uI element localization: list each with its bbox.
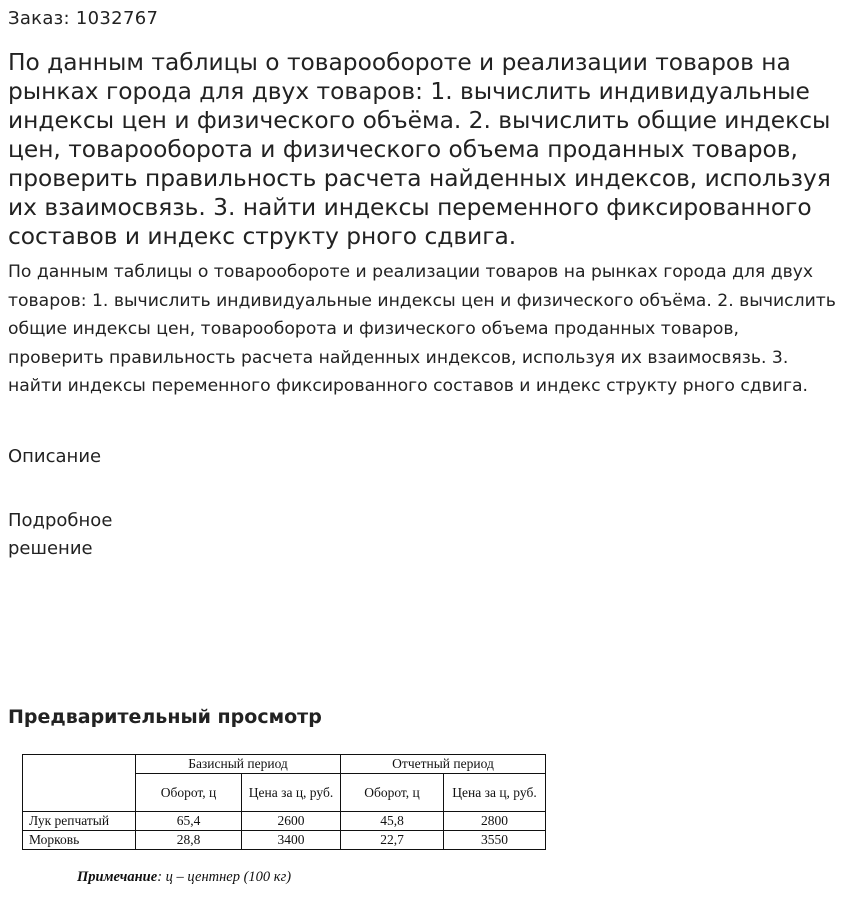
base-price-cell: 2600 xyxy=(242,812,341,831)
report-turnover-header: Оборот, ц xyxy=(341,774,444,812)
product-name-cell: Морковь xyxy=(23,831,136,850)
report-turnover-cell: 45,8 xyxy=(341,812,444,831)
table-note xyxy=(77,869,291,886)
period-report-header: Отчетный период xyxy=(341,755,546,774)
task-title: По данным таблицы о товарообороте и реализации товаров на рынках города для двух товаров: 1. вычислить индивидуальные индексы цен и физического объёма. 2. вычислить общие индексы цен, товарооборота и физического объема проданных товаров, проверить правильность расчета найденных индексов, используя их взаимосвязь. 3. найти индексы переменного фиксированного составов и индекс структу рного сдвига. xyxy=(8,49,831,250)
solution-label: Подробное решение xyxy=(8,510,113,559)
base-turnover-cell: 28,8 xyxy=(136,831,242,850)
period-base-header: Базисный период xyxy=(136,755,341,774)
task-description: По данным таблицы о товарообороте и реализации товаров на рынках города для двух товаров: 1. вычислить индивидуальные индексы цен и физического объёма. 2. вычислить общие индексы цен, товарооборота и физического объема проданных товаров, проверить правильность расчета найденных индексов, используя их взаимосвязь. 3. найти индексы переменного фиксированного составов и индекс структу рного сдвига. xyxy=(8,262,836,396)
note-label: Примечание xyxy=(77,869,158,885)
report-price-cell: 2800 xyxy=(444,812,546,831)
base-turnover-cell: 65,4 xyxy=(136,812,242,831)
description-label: Описание xyxy=(8,446,102,467)
report-price-cell: 3550 xyxy=(444,831,546,850)
report-turnover-cell: 22,7 xyxy=(341,831,444,850)
preview-table xyxy=(22,754,546,850)
table-row xyxy=(23,831,546,850)
table-row xyxy=(23,812,546,831)
base-price-cell: 3400 xyxy=(242,831,341,850)
base-turnover-header: Оборот, ц xyxy=(136,774,242,812)
note-text: : ц – центнер (100 кг) xyxy=(157,869,292,885)
order-number: Заказ: 1032767 xyxy=(8,8,159,29)
preview-heading: Предварительный просмотр xyxy=(8,706,322,728)
table-corner-cell xyxy=(23,755,136,812)
base-price-header: Цена за ц, руб. xyxy=(242,774,341,812)
report-price-header: Цена за ц, руб. xyxy=(444,774,546,812)
product-name-cell: Лук репчатый xyxy=(23,812,136,831)
table-header-row xyxy=(23,755,546,774)
